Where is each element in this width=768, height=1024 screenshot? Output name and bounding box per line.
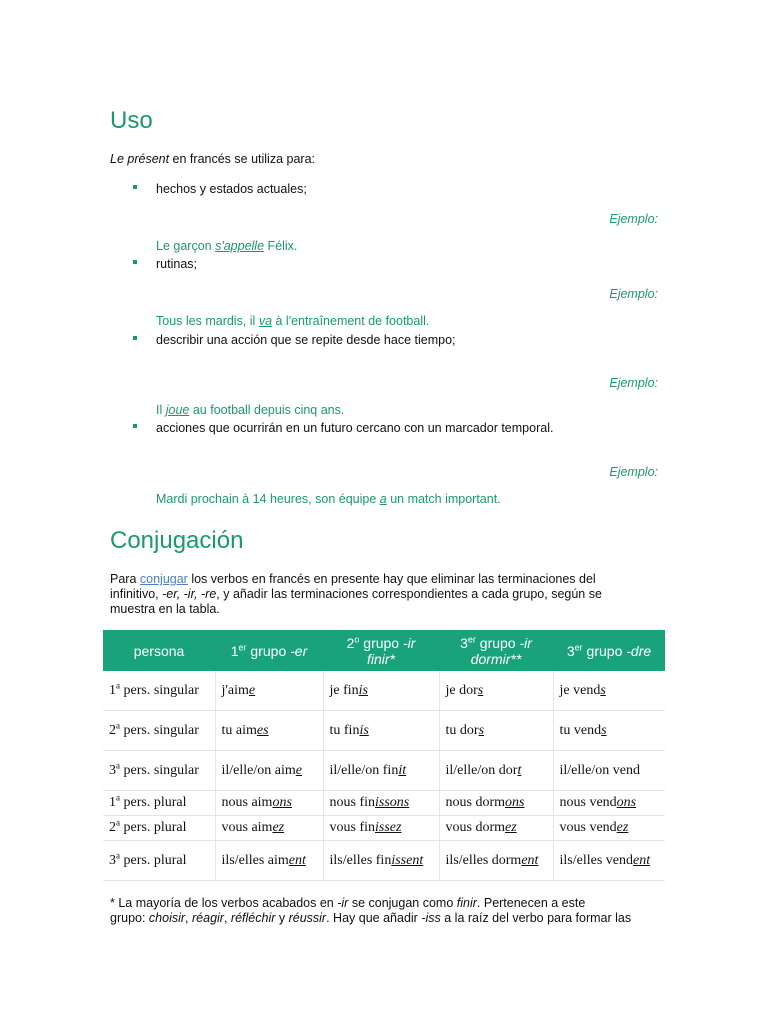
ending: is <box>358 682 368 698</box>
header-ending: -dre <box>626 642 652 659</box>
conj-cell <box>215 751 323 791</box>
persona-num: 3 <box>109 852 116 868</box>
conj-cell <box>553 711 665 751</box>
persona-sup: a <box>116 719 120 730</box>
stem: vous dorm <box>445 820 505 835</box>
stem: nous vend <box>559 795 617 810</box>
example-sentence <box>156 314 429 329</box>
ejemplo-label: Ejemplo: <box>609 212 658 226</box>
conj-cell <box>553 816 665 841</box>
note-text: se conjugan como <box>348 896 457 910</box>
conjugar-link[interactable]: conjugar <box>139 572 188 586</box>
stem: tu aim <box>221 722 257 738</box>
table-row <box>103 671 665 711</box>
ending: s <box>478 722 485 738</box>
persona-num: 2 <box>109 722 116 738</box>
note-term: choisir <box>148 911 186 925</box>
stem: ils/elles fin <box>329 852 392 868</box>
ending: ez <box>616 820 629 835</box>
conj-cell <box>323 711 439 751</box>
note-text: , <box>185 911 192 925</box>
example-verb: joue <box>165 403 190 417</box>
table-row <box>103 791 665 816</box>
list-item: acciones que ocurrirán en un futuro cercano con un marcador temporal. <box>156 421 554 435</box>
table-row <box>103 711 665 751</box>
para-text: infinitivo, <box>110 587 163 601</box>
stem: vous vend <box>559 820 617 835</box>
persona-cell <box>103 816 215 841</box>
conj-cell <box>323 751 439 791</box>
note-text: y <box>275 911 289 925</box>
conj-cell <box>215 841 323 881</box>
note-term: réussir <box>288 911 327 925</box>
ending: is <box>359 722 369 738</box>
ejemplo-label: Ejemplo: <box>609 287 658 301</box>
section-title-uso: Uso <box>110 107 153 134</box>
ending: ent <box>633 852 651 868</box>
header-ending: -ir <box>519 634 532 651</box>
table-row <box>103 751 665 791</box>
persona-text: pers. plural <box>120 795 187 810</box>
list-item: hechos y estados actuales; <box>156 182 307 196</box>
example-text: Mardi prochain à 14 heures, son équipe <box>156 492 380 506</box>
persona-cell <box>103 711 215 751</box>
ending: issent <box>391 852 424 868</box>
ending: ons <box>272 795 292 810</box>
stem: nous dorm <box>445 795 505 810</box>
header-group-3 <box>439 630 553 671</box>
persona-num: 1 <box>109 795 116 810</box>
note-term: finir <box>456 896 477 910</box>
example-sentence <box>156 403 344 418</box>
persona-cell <box>103 751 215 791</box>
conj-cell <box>553 841 665 881</box>
para-text: Para <box>110 572 140 586</box>
conj-cell <box>439 751 553 791</box>
stem: je vend <box>559 682 601 698</box>
ending: s <box>601 722 607 738</box>
conj-cell <box>215 791 323 816</box>
ending: s <box>477 682 484 698</box>
persona-text: pers. singular <box>120 722 199 738</box>
persona-text: pers. plural <box>120 820 187 835</box>
header-group-2 <box>323 630 439 671</box>
ending: e <box>295 762 302 778</box>
header-text: grupo <box>582 642 627 659</box>
conj-cell <box>553 751 665 791</box>
note-text: a la raíz del verbo para formar las <box>440 911 632 925</box>
ending: ez <box>272 820 285 835</box>
conj-cell <box>439 791 553 816</box>
header-ending: -er <box>290 642 308 659</box>
stem: nous aim <box>221 795 273 810</box>
header-num: 2 <box>346 634 355 651</box>
note-term: réagir <box>192 911 224 925</box>
persona-num: 2 <box>109 820 116 835</box>
persona-sup: a <box>116 759 120 770</box>
list-item: rutinas; <box>156 257 197 271</box>
stem: il/elle/on fin <box>329 762 399 778</box>
bullet-square-icon <box>133 185 137 189</box>
example-text: un match important. <box>386 492 501 506</box>
header-ending: -ir <box>402 634 416 651</box>
bullet-square-icon <box>133 336 137 340</box>
conj-cell <box>553 671 665 711</box>
header-sup: er <box>574 641 583 652</box>
stem: ils/elles aim <box>221 852 289 868</box>
table-header-row <box>103 630 665 671</box>
table-row <box>103 841 665 881</box>
header-sup: o <box>354 633 360 644</box>
header-group-4 <box>553 630 665 671</box>
persona-num: 1 <box>109 682 116 698</box>
note-term: réfléchir <box>230 911 276 925</box>
stem: je dor <box>445 682 478 698</box>
header-num: 3 <box>460 634 468 651</box>
example-sentence <box>156 239 297 254</box>
header-model-verb: dormir** <box>470 650 522 667</box>
stem: il/elle/on aim <box>221 762 296 778</box>
bullet-square-icon <box>133 260 137 264</box>
persona-cell <box>103 671 215 711</box>
persona-sup: a <box>116 817 120 828</box>
ending: ez <box>505 820 517 835</box>
header-sup: er <box>467 633 476 644</box>
note-text: grupo: <box>110 911 149 925</box>
ending: e <box>248 682 256 698</box>
stem: tu fin <box>329 722 360 738</box>
stem: je fin <box>329 682 359 698</box>
example-verb: a <box>379 492 387 506</box>
ejemplo-label: Ejemplo: <box>609 465 658 479</box>
conj-cell <box>215 671 323 711</box>
ejemplo-label: Ejemplo: <box>609 376 658 390</box>
stem: il/elle/on dor <box>445 762 518 778</box>
example-text: Tous les mardis, il <box>156 314 259 328</box>
section-title-conjugacion: Conjugación <box>110 527 244 554</box>
header-text: grupo <box>475 634 520 651</box>
bullet-square-icon <box>133 424 137 428</box>
ending: ons <box>505 795 525 810</box>
stem: vous aim <box>221 820 273 835</box>
conj-cell <box>323 791 439 816</box>
persona-text: pers. singular <box>120 682 199 698</box>
intro-text: en francés se utiliza para: <box>169 152 315 166</box>
stem: nous fin <box>329 795 375 810</box>
persona-sup: a <box>116 792 120 803</box>
conj-cell <box>439 816 553 841</box>
example-text: à l'entraînement de football. <box>272 314 430 328</box>
note-term: -iss <box>421 911 441 925</box>
persona-cell <box>103 791 215 816</box>
stem: il/elle/on vend <box>559 762 640 778</box>
conj-cell <box>553 791 665 816</box>
stem: ils/elles dorm <box>445 852 522 868</box>
para-text: , y añadir las terminaciones correspondientes a cada grupo, según se <box>216 587 602 601</box>
header-num: 3 <box>566 642 575 659</box>
header-persona: persona <box>103 630 215 671</box>
note-text: , <box>223 911 231 925</box>
example-text: Le garçon <box>156 239 216 253</box>
conj-cell <box>439 671 553 711</box>
conj-cell <box>439 711 553 751</box>
example-text: Félix. <box>264 239 298 253</box>
note-text: . Hay que añadir <box>326 911 422 925</box>
example-verb: s'appelle <box>215 239 265 253</box>
list-item: describir una acción que se repite desde hace tiempo; <box>156 333 456 347</box>
example-text: Il <box>156 403 166 417</box>
ending: s <box>600 682 606 698</box>
header-num: 1 <box>230 642 239 659</box>
persona-sup: a <box>116 679 120 690</box>
example-verb: va <box>258 314 273 328</box>
persona-text: pers. plural <box>120 852 187 868</box>
intro-term: Le présent <box>110 152 170 166</box>
persona-num: 3 <box>109 762 116 778</box>
header-text: grupo <box>359 634 403 651</box>
ending: t <box>517 762 522 778</box>
example-text: au football depuis cinq ans. <box>189 403 345 417</box>
header-sup: er <box>238 641 247 652</box>
uso-intro <box>110 152 315 167</box>
ending: issons <box>375 795 410 810</box>
persona-cell <box>103 841 215 881</box>
conj-cell <box>323 816 439 841</box>
header-group-1 <box>215 630 323 671</box>
note-text: . Pertenecen a este <box>476 896 586 910</box>
table-row <box>103 816 665 841</box>
note-text: * La mayoría de los verbos acabados en <box>110 896 338 910</box>
conj-cell <box>215 816 323 841</box>
stem: vous fin <box>329 820 375 835</box>
ending: ent <box>288 852 306 868</box>
note-term: -ir <box>337 896 349 910</box>
ending: it <box>398 762 407 778</box>
persona-text: pers. singular <box>120 762 199 778</box>
conjugation-table <box>103 630 665 881</box>
header-text: grupo <box>246 642 291 659</box>
conj-cell <box>323 671 439 711</box>
conj-cell <box>323 841 439 881</box>
conj-paragraph <box>110 572 660 617</box>
ending: ent <box>521 852 539 868</box>
stem: tu dor <box>445 722 479 738</box>
stem: j'aim <box>221 682 249 698</box>
stem: ils/elles vend <box>559 852 633 868</box>
para-text: los verbos en francés en presente hay que eliminar las terminaciones del <box>187 572 596 586</box>
ending: ons <box>616 795 637 810</box>
footnote <box>110 896 670 926</box>
example-sentence <box>156 492 501 507</box>
para-text: muestra en la tabla. <box>110 602 220 616</box>
ending: issez <box>375 820 402 835</box>
para-endings: -er, -ir, -re <box>162 587 217 601</box>
ending: es <box>256 722 269 738</box>
persona-sup: a <box>116 849 120 860</box>
conj-cell <box>215 711 323 751</box>
stem: tu vend <box>559 722 602 738</box>
header-model-verb: finir* <box>366 650 395 667</box>
conj-cell <box>439 841 553 881</box>
